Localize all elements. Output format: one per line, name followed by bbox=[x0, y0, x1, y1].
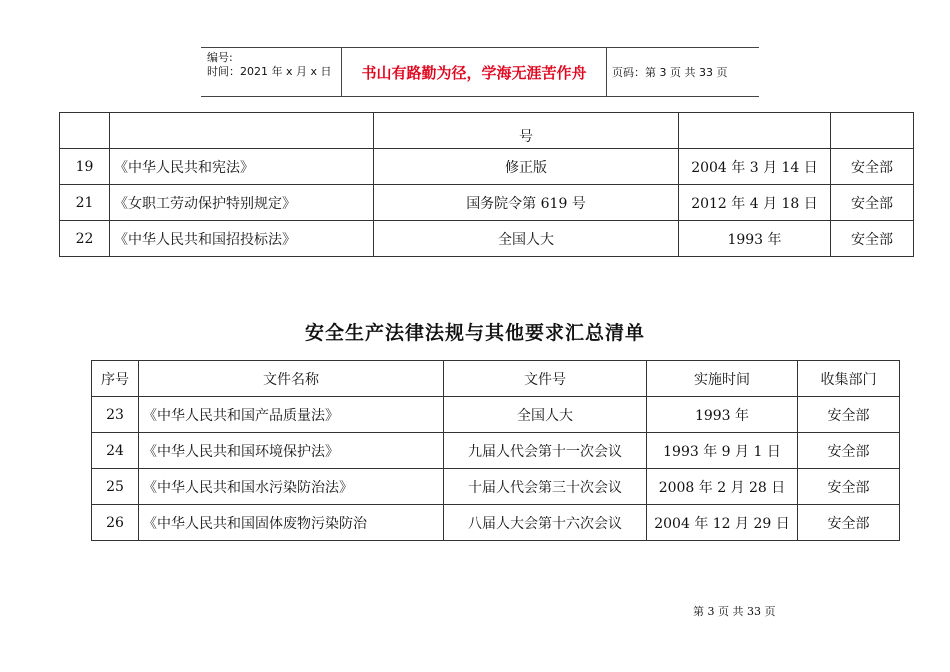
row-name: 《中华人民共和宪法》 bbox=[110, 149, 374, 185]
row-date: 2004 年 12 月 29 日 bbox=[647, 505, 798, 541]
header-meta bbox=[201, 48, 341, 96]
row-doc: 全国人大 bbox=[444, 397, 647, 433]
table-row bbox=[92, 505, 900, 541]
row-dept: 安全部 bbox=[798, 469, 900, 505]
row-no: 26 bbox=[92, 505, 139, 541]
row-name: 《女职工劳动保护特别规定》 bbox=[110, 185, 374, 221]
row-no: 25 bbox=[92, 469, 139, 505]
row-name: 《中华人民共和国招投标法》 bbox=[110, 221, 374, 257]
row-no: 24 bbox=[92, 433, 139, 469]
row-name: 《中华人民共和国固体废物污染防治 bbox=[139, 505, 444, 541]
col-header-name: 文件名称 bbox=[139, 361, 444, 397]
row-doc: 全国人大 bbox=[374, 221, 679, 257]
row-doc: 九届人代会第十一次会议 bbox=[444, 433, 647, 469]
table-row bbox=[60, 149, 914, 185]
row-date: 2008 年 2 月 28 日 bbox=[647, 469, 798, 505]
row-date: 2012 年 4 月 18 日 bbox=[679, 185, 831, 221]
regulations-table-continued bbox=[59, 112, 914, 257]
table-row bbox=[92, 433, 900, 469]
row-no: 19 bbox=[60, 149, 110, 185]
row-no: 22 bbox=[60, 221, 110, 257]
row-dept: 安全部 bbox=[831, 221, 914, 257]
header-code-label: 编号: bbox=[207, 51, 233, 64]
section-title: 安全生产法律法规与其他要求汇总清单 bbox=[304, 322, 645, 344]
page-header bbox=[201, 47, 759, 97]
col-header-date: 实施时间 bbox=[647, 361, 798, 397]
header-time-label: 时间：2021 年 x 月 x 日 bbox=[207, 65, 332, 78]
col-header-dept: 收集部门 bbox=[798, 361, 900, 397]
page-footer: 第 3 页 共 33 页 bbox=[693, 605, 776, 618]
row-date: 1993 年 bbox=[679, 221, 831, 257]
row-date: 1993 年 9 月 1 日 bbox=[647, 433, 798, 469]
row-name: 《中华人民共和国产品质量法》 bbox=[139, 397, 444, 433]
col-header-no: 序号 bbox=[92, 361, 139, 397]
row-dept: 安全部 bbox=[798, 433, 900, 469]
row-no: 23 bbox=[92, 397, 139, 433]
row-dept: 安全部 bbox=[831, 149, 914, 185]
table-header-fragment-row bbox=[60, 113, 914, 149]
regulations-summary-table bbox=[91, 360, 900, 541]
row-dept: 安全部 bbox=[798, 397, 900, 433]
row-doc: 国务院令第 619 号 bbox=[374, 185, 679, 221]
row-doc: 修正版 bbox=[374, 149, 679, 185]
table-header-row bbox=[92, 361, 900, 397]
row-doc: 八届人大会第十六次会议 bbox=[444, 505, 647, 541]
row-dept: 安全部 bbox=[798, 505, 900, 541]
table-row bbox=[92, 469, 900, 505]
row-no: 21 bbox=[60, 185, 110, 221]
col-header-doc: 文件号 bbox=[444, 361, 647, 397]
header-motto: 书山有路勤为径，学海无涯苦作舟 bbox=[341, 48, 607, 96]
header-page-label: 页码：第 3 页 共 33 页 bbox=[612, 66, 728, 79]
table-row bbox=[60, 185, 914, 221]
row-date: 2004 年 3 月 14 日 bbox=[679, 149, 831, 185]
row-name: 《中华人民共和国水污染防治法》 bbox=[139, 469, 444, 505]
row-doc: 十届人代会第三十次会议 bbox=[444, 469, 647, 505]
table-row bbox=[92, 397, 900, 433]
header-fragment: 号 bbox=[374, 113, 679, 149]
row-date: 1993 年 bbox=[647, 397, 798, 433]
row-name: 《中华人民共和国环境保护法》 bbox=[139, 433, 444, 469]
table-row bbox=[60, 221, 914, 257]
row-dept: 安全部 bbox=[831, 185, 914, 221]
